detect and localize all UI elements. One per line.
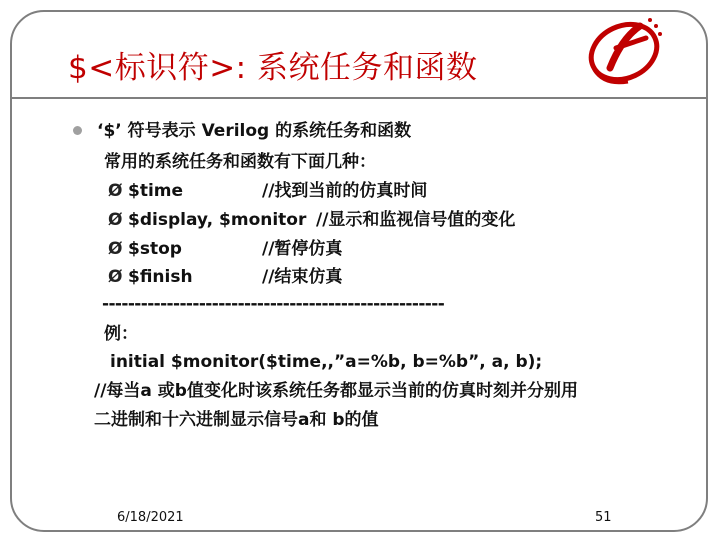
example-label: 例：	[104, 324, 138, 344]
arrow-bullet-icon: Ø	[108, 239, 123, 259]
bullet-icon	[73, 126, 82, 135]
arrow-bullet-icon: Ø	[108, 181, 123, 201]
example-note: 二进制和十六进制显示信号a和 b的值	[94, 410, 379, 430]
list-item	[108, 266, 193, 288]
item-name: $display, $monitor	[128, 210, 307, 230]
item-comment: //暂停仿真	[262, 239, 343, 259]
university-logo-icon	[580, 8, 670, 88]
item-comment: //找到当前的仿真时间	[262, 181, 428, 201]
item-name: $time	[128, 181, 184, 201]
item-name: $stop	[128, 239, 182, 259]
item-name: $finish	[128, 267, 193, 287]
title-divider	[12, 97, 707, 99]
example-code: initial $monitor($time,,”a=%b, b=%b”, a, b);	[110, 352, 543, 372]
item-comment: //显示和监视信号值的变化	[316, 210, 516, 230]
item-comment: //结束仿真	[262, 267, 343, 287]
list-item	[108, 238, 182, 260]
slide-title: $<标识符>: 系统任务和函数	[68, 50, 478, 86]
example-note: //每当a 或b值变化时该系统任务都显示当前的仿真时刻并分别用	[94, 381, 578, 401]
arrow-bullet-icon: Ø	[108, 210, 123, 230]
separator-line: -----------------------------------------------------	[102, 294, 445, 314]
list-item	[108, 209, 306, 231]
footer-date: 6/18/2021	[117, 510, 184, 525]
arrow-bullet-icon: Ø	[108, 267, 123, 287]
bullet-heading: ‘$’ 符号表示 Verilog 的系统任务和函数	[97, 121, 412, 141]
intro-text: 常用的系统任务和函数有下面几种：	[104, 152, 376, 172]
list-item	[108, 180, 183, 202]
page-number: 51	[595, 510, 612, 525]
